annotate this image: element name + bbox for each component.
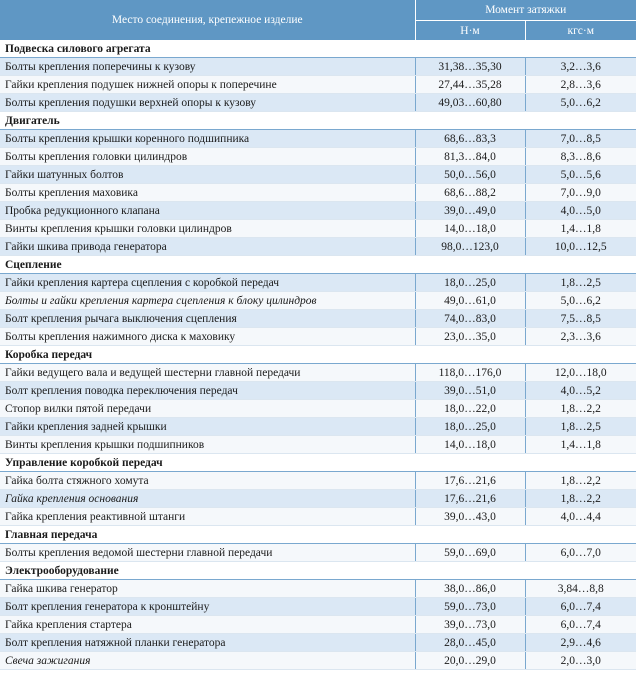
torque-kgfm-cell: 5,0…6,2 xyxy=(525,292,636,310)
table-header xyxy=(0,0,636,40)
torque-nm-cell: 68,6…88,2 xyxy=(415,184,525,202)
table-row xyxy=(0,508,636,526)
torque-kgfm-cell: 2,0…3,0 xyxy=(525,652,636,670)
row-name-cell: Гайка крепления реактивной штанги xyxy=(0,508,415,526)
section-title: Главная передача xyxy=(0,526,636,544)
section-header-row xyxy=(0,346,636,364)
torque-nm-cell: 38,0…86,0 xyxy=(415,580,525,598)
row-name-cell: Гайка болта стяжного хомута xyxy=(0,472,415,490)
torque-kgfm-cell: 5,0…5,6 xyxy=(525,166,636,184)
table-row xyxy=(0,382,636,400)
row-name-cell: Пробка редукционного клапана xyxy=(0,202,415,220)
section-title: Электрооборудование xyxy=(0,562,636,580)
torque-nm-cell: 31,38…35,30 xyxy=(415,58,525,76)
table-row xyxy=(0,94,636,112)
torque-kgfm-cell: 4,0…5,2 xyxy=(525,382,636,400)
row-name-cell: Гайка крепления основания xyxy=(0,490,415,508)
torque-nm-cell: 18,0…22,0 xyxy=(415,400,525,418)
torque-nm-cell: 14,0…18,0 xyxy=(415,220,525,238)
torque-kgfm-cell: 7,0…8,5 xyxy=(525,130,636,148)
row-name-cell: Стопор вилки пятой передачи xyxy=(0,400,415,418)
torque-nm-cell: 59,0…73,0 xyxy=(415,598,525,616)
table-row xyxy=(0,238,636,256)
row-name-cell: Винты крепления крышки головки цилиндров xyxy=(0,220,415,238)
section-header-row xyxy=(0,256,636,274)
table-row xyxy=(0,616,636,634)
table-row xyxy=(0,292,636,310)
torque-nm-cell: 20,0…29,0 xyxy=(415,652,525,670)
row-name-cell: Болты крепления крышки коренного подшипника xyxy=(0,130,415,148)
row-name-cell: Свеча зажигания xyxy=(0,652,415,670)
torque-kgfm-cell: 2,3…3,6 xyxy=(525,328,636,346)
table-row xyxy=(0,328,636,346)
torque-kgfm-cell: 2,8…3,6 xyxy=(525,76,636,94)
row-name-cell: Гайки крепления картера сцепления с коробкой передач xyxy=(0,274,415,292)
torque-nm-cell: 81,3…84,0 xyxy=(415,148,525,166)
torque-nm-cell: 50,0…56,0 xyxy=(415,166,525,184)
section-title: Сцепление xyxy=(0,256,636,274)
section-title: Управление коробкой передач xyxy=(0,454,636,472)
row-name-cell: Гайки ведущего вала и ведущей шестерни главной передачи xyxy=(0,364,415,382)
torque-kgfm-cell: 6,0…7,4 xyxy=(525,598,636,616)
row-name-cell: Гайка шкива генератор xyxy=(0,580,415,598)
header-unit-kgfm: кгс·м xyxy=(525,21,636,41)
table-row xyxy=(0,166,636,184)
section-header-row xyxy=(0,40,636,58)
table-row xyxy=(0,580,636,598)
table-row xyxy=(0,310,636,328)
table-row xyxy=(0,634,636,652)
torque-kgfm-cell: 6,0…7,0 xyxy=(525,544,636,562)
torque-nm-cell: 17,6…21,6 xyxy=(415,490,525,508)
row-name-cell: Болты крепления нажимного диска к маховику xyxy=(0,328,415,346)
torque-nm-cell: 49,0…61,0 xyxy=(415,292,525,310)
torque-nm-cell: 39,0…51,0 xyxy=(415,382,525,400)
torque-kgfm-cell: 1,4…1,8 xyxy=(525,220,636,238)
torque-kgfm-cell: 10,0…12,5 xyxy=(525,238,636,256)
torque-nm-cell: 39,0…49,0 xyxy=(415,202,525,220)
section-title: Двигатель xyxy=(0,112,636,130)
row-name-cell: Гайки шатунных болтов xyxy=(0,166,415,184)
torque-kgfm-cell: 3,2…3,6 xyxy=(525,58,636,76)
table-row xyxy=(0,472,636,490)
torque-nm-cell: 27,44…35,28 xyxy=(415,76,525,94)
table-row xyxy=(0,436,636,454)
torque-kgfm-cell: 1,4…1,8 xyxy=(525,436,636,454)
section-header-row xyxy=(0,526,636,544)
torque-nm-cell: 28,0…45,0 xyxy=(415,634,525,652)
row-name-cell: Болты крепления головки цилиндров xyxy=(0,148,415,166)
torque-kgfm-cell: 6,0…7,4 xyxy=(525,616,636,634)
header-torque-column: Момент затяжки xyxy=(415,0,636,21)
table-row xyxy=(0,652,636,670)
row-name-cell: Гайки шкива привода генератора xyxy=(0,238,415,256)
row-name-cell: Болт крепления рычага выключения сцепления xyxy=(0,310,415,328)
torque-kgfm-cell: 1,8…2,5 xyxy=(525,274,636,292)
table-row xyxy=(0,202,636,220)
torque-nm-cell: 98,0…123,0 xyxy=(415,238,525,256)
torque-kgfm-cell: 4,0…4,4 xyxy=(525,508,636,526)
row-name-cell: Болт крепления генератора к кронштейну xyxy=(0,598,415,616)
table-row xyxy=(0,400,636,418)
torque-kgfm-cell: 2,9…4,6 xyxy=(525,634,636,652)
section-title: Коробка передач xyxy=(0,346,636,364)
torque-kgfm-cell: 8,3…8,6 xyxy=(525,148,636,166)
table-row xyxy=(0,490,636,508)
torque-nm-cell: 23,0…35,0 xyxy=(415,328,525,346)
torque-kgfm-cell: 1,8…2,5 xyxy=(525,418,636,436)
torque-kgfm-cell: 3,84…8,8 xyxy=(525,580,636,598)
table-body xyxy=(0,40,636,670)
row-name-cell: Болты крепления маховика xyxy=(0,184,415,202)
row-name-cell: Болты крепления ведомой шестерни главной передачи xyxy=(0,544,415,562)
table-row xyxy=(0,220,636,238)
torque-nm-cell: 74,0…83,0 xyxy=(415,310,525,328)
table-row xyxy=(0,598,636,616)
torque-nm-cell: 68,6…83,3 xyxy=(415,130,525,148)
row-name-cell: Винты крепления крышки подшипников xyxy=(0,436,415,454)
table-row xyxy=(0,76,636,94)
row-name-cell: Болты крепления поперечины к кузову xyxy=(0,58,415,76)
torque-nm-cell: 39,0…73,0 xyxy=(415,616,525,634)
torque-kgfm-cell: 5,0…6,2 xyxy=(525,94,636,112)
torque-nm-cell: 14,0…18,0 xyxy=(415,436,525,454)
header-name-column: Место соединения, крепежное изделие xyxy=(0,0,415,40)
row-name-cell: Гайки крепления задней крышки xyxy=(0,418,415,436)
table-row xyxy=(0,418,636,436)
table-row xyxy=(0,274,636,292)
torque-kgfm-cell: 7,0…9,0 xyxy=(525,184,636,202)
section-header-row xyxy=(0,112,636,130)
torque-nm-cell: 118,0…176,0 xyxy=(415,364,525,382)
section-header-row xyxy=(0,454,636,472)
header-unit-nm: Н·м xyxy=(415,21,525,41)
row-name-cell: Гайка крепления стартера xyxy=(0,616,415,634)
torque-nm-cell: 59,0…69,0 xyxy=(415,544,525,562)
torque-kgfm-cell: 7,5…8,5 xyxy=(525,310,636,328)
row-name-cell: Болт крепления натяжной планки генератора xyxy=(0,634,415,652)
torque-kgfm-cell: 12,0…18,0 xyxy=(525,364,636,382)
table-row xyxy=(0,58,636,76)
section-header-row xyxy=(0,562,636,580)
table-row xyxy=(0,184,636,202)
row-name-cell: Гайки крепления подушек нижней опоры к поперечине xyxy=(0,76,415,94)
table-row xyxy=(0,364,636,382)
torque-kgfm-cell: 1,8…2,2 xyxy=(525,490,636,508)
torque-nm-cell: 17,6…21,6 xyxy=(415,472,525,490)
row-name-cell: Болты и гайки крепления картера сцепления к блоку цилиндров xyxy=(0,292,415,310)
table-row xyxy=(0,148,636,166)
table-row xyxy=(0,130,636,148)
torque-nm-cell: 18,0…25,0 xyxy=(415,274,525,292)
torque-kgfm-cell: 1,8…2,2 xyxy=(525,400,636,418)
row-name-cell: Болт крепления поводка переключения передач xyxy=(0,382,415,400)
row-name-cell: Болты крепления подушки верхней опоры к кузову xyxy=(0,94,415,112)
section-title: Подвеска силового агрегата xyxy=(0,40,636,58)
table-row xyxy=(0,544,636,562)
torque-kgfm-cell: 4,0…5,0 xyxy=(525,202,636,220)
torque-nm-cell: 18,0…25,0 xyxy=(415,418,525,436)
torque-kgfm-cell: 1,8…2,2 xyxy=(525,472,636,490)
torque-nm-cell: 39,0…43,0 xyxy=(415,508,525,526)
torque-nm-cell: 49,03…60,80 xyxy=(415,94,525,112)
